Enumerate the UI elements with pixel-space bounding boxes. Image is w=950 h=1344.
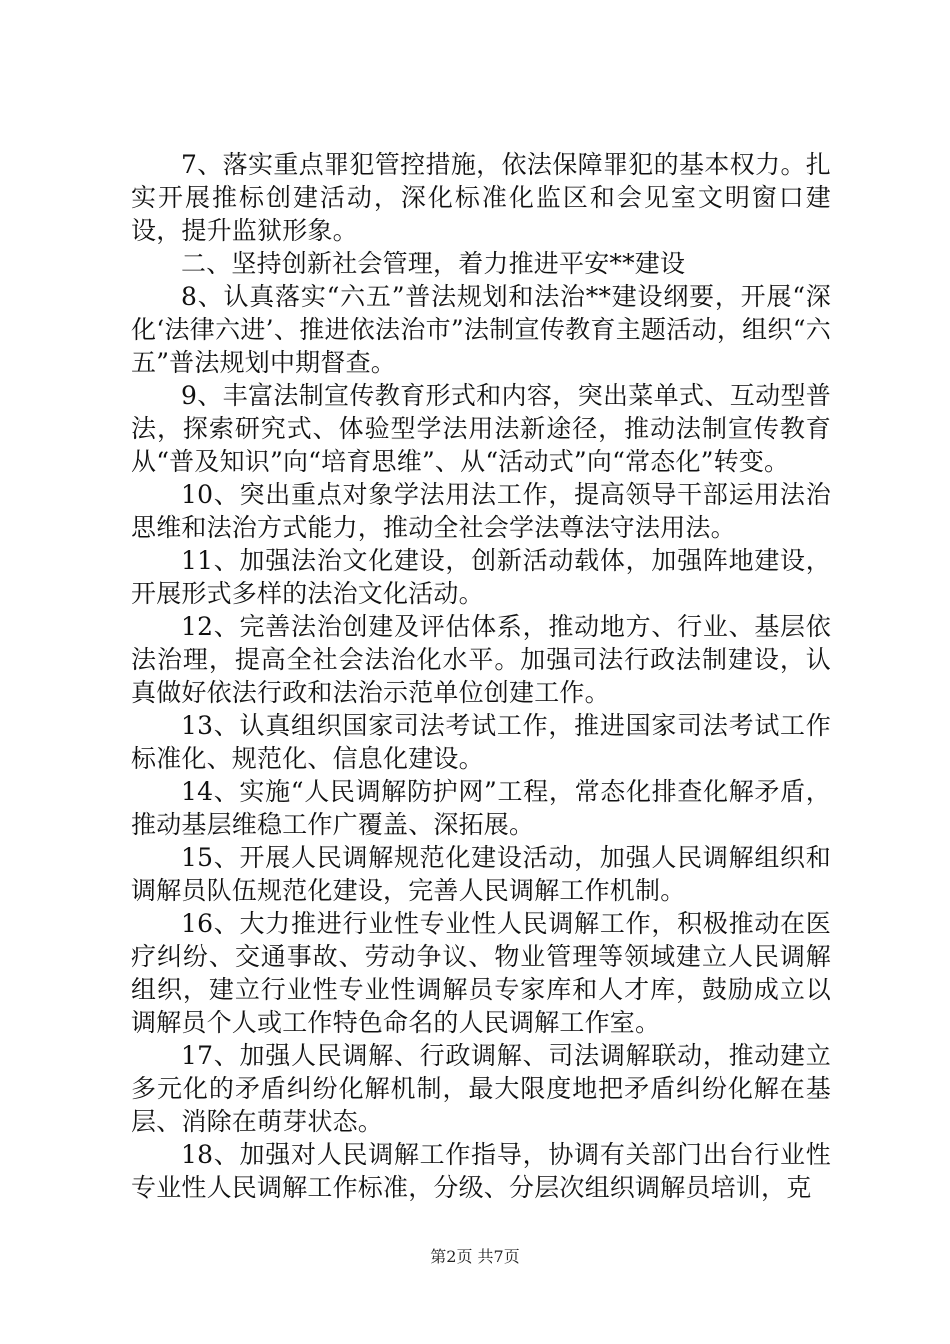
paragraph-17: 17、加强人民调解、行政调解、司法调解联动，推动建立多元化的矛盾纠纷化解机制，最大限度地把矛盾纠纷化解在基层、消除在萌芽状态。 — [131, 1041, 831, 1136]
section-heading-2: 二、坚持创新社会管理，着力推进平安**建设 — [181, 249, 686, 278]
paragraph-12: 12、完善法治创建及评估体系，推动地方、行业、基层依法治理，提高全社会法治化水平。加强司法行政法制建设，认真做好依法行政和法治示范单位创建工作。 — [131, 612, 831, 707]
paragraph-10: 10、突出重点对象学法用法工作，提高领导干部运用法治思维和法治方式能力，推动全社会学法尊法守法用法。 — [131, 480, 831, 542]
paragraph-18: 18、加强对人民调解工作指导，协调有关部门出台行业性专业性人民调解工作标准，分级、分层次组织调解员培训，克 — [131, 1140, 831, 1202]
paragraph-16: 16、大力推进行业性专业性人民调解工作，积极推动在医疗纠纷、交通事故、劳动争议、物业管理等领域建立人民调解组织，建立行业性专业性调解员专家库和人才库，鼓励成立以调解员个人或工作特色命名的人民调解工作室。 — [131, 909, 831, 1037]
paragraph-11: 11、加强法治文化建设，创新活动载体，加强阵地建设，开展形式多样的法治文化活动。 — [131, 546, 831, 608]
paragraph-7: 7、落实重点罪犯管控措施，依法保障罪犯的基本权力。扎实开展推标创建活动，深化标准化监区和会见室文明窗口建设，提升监狱形象。 — [131, 150, 831, 245]
document-body — [131, 148, 831, 1204]
paragraph-15: 15、开展人民调解规范化建设活动，加强人民调解组织和调解员队伍规范化建设，完善人民调解工作机制。 — [131, 843, 831, 905]
paragraph-8: 8、认真落实“六五”普法规划和法治**建设纲要，开展“深化‘法律六进’、推进依法治市”法制宣传教育主题活动，组织“六五”普法规划中期督查。 — [131, 282, 831, 377]
page-footer: 第2页 共7页 — [430, 1247, 520, 1266]
paragraph-9: 9、丰富法制宣传教育形式和内容，突出菜单式、互动型普法，探索研究式、体验型学法用法新途径，推动法制宣传教育从“普及知识”向“培育思维”、从“活动式”向“常态化”转变。 — [131, 381, 831, 476]
paragraph-14: 14、实施“人民调解防护网”工程，常态化排查化解矛盾，推动基层维稳工作广覆盖、深拓展。 — [131, 777, 831, 839]
paragraph-13: 13、认真组织国家司法考试工作，推进国家司法考试工作标准化、规范化、信息化建设。 — [131, 711, 831, 773]
